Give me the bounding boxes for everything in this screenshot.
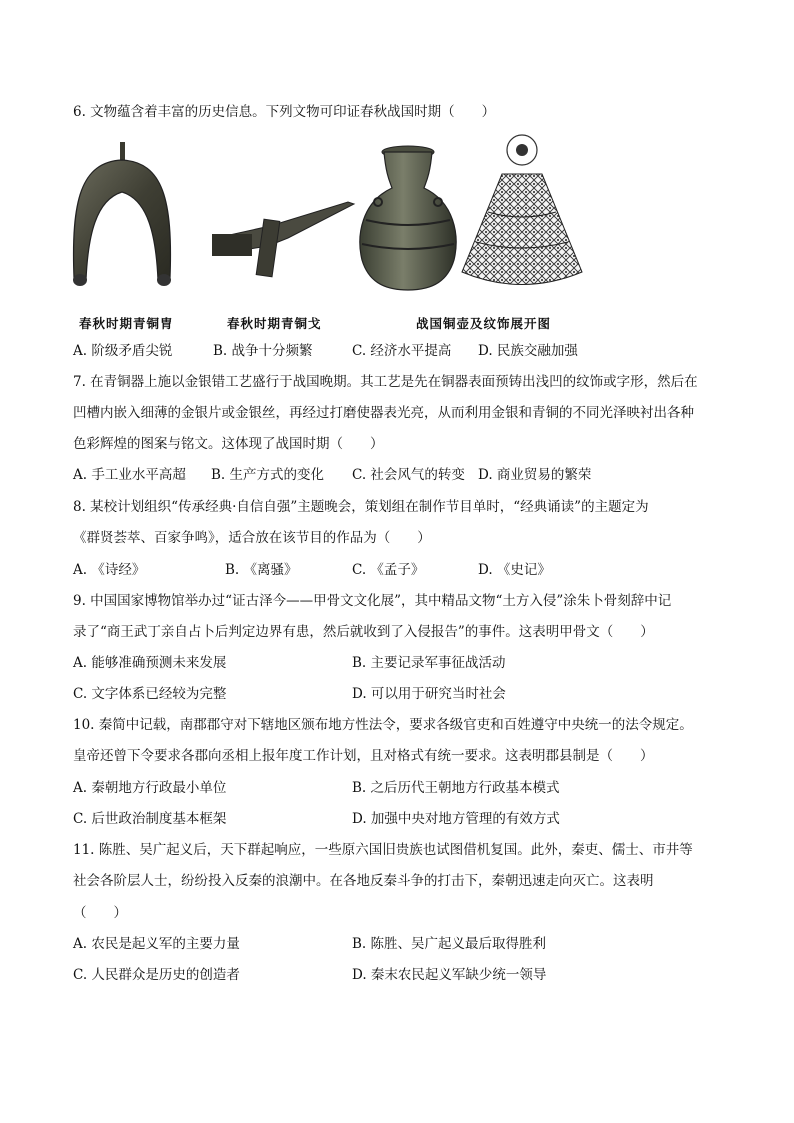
q11-option-d[interactable]: D. 秦末农民起义军缺少统一领导 <box>352 967 547 983</box>
bronze-pot-image <box>352 140 464 295</box>
q6-option-b[interactable]: B. 战争十分频繁 <box>213 343 313 359</box>
q8-option-b[interactable]: B. 《离骚》 <box>225 562 298 578</box>
q8-stem-line-2: 《群贤荟萃、百家争鸣》，适合放在该节目的作品为（ ） <box>73 530 431 546</box>
q7-option-a[interactable]: A. 手工业水平高超 <box>73 467 186 483</box>
bronze-helmet-image <box>66 140 178 290</box>
q9-option-d[interactable]: D. 可以用于研究当时社会 <box>352 686 506 702</box>
q9-option-c[interactable]: C. 文字体系已经较为完整 <box>73 686 227 702</box>
q10-option-d[interactable]: D. 加强中央对地方管理的有效方式 <box>352 811 560 827</box>
q10-option-c[interactable]: C. 后世政治制度基本框架 <box>73 811 227 827</box>
q8-option-c[interactable]: C. 《孟子》 <box>352 562 425 578</box>
q11-option-c[interactable]: C. 人民群众是历史的创造者 <box>73 967 240 983</box>
q7-stem-line-2: 凹槽内嵌入细薄的金银片或金银丝，再经过打磨使器表光亮，从而利用金银和青铜的不同光泽映衬出各种 <box>73 405 694 421</box>
q6-option-a[interactable]: A. 阶级矛盾尖锐 <box>73 343 173 359</box>
q6-option-d[interactable]: D. 民族交融加强 <box>478 343 578 359</box>
q7-option-b[interactable]: B. 生产方式的变化 <box>211 467 325 483</box>
q10-stem-line-2: 皇帝还曾下令要求各郡向丞相上报年度工作计划，且对格式有统一要求。这表明郡县制是（ ） <box>73 748 654 764</box>
caption-helmet: 春秋时期青铜胄 <box>79 316 174 331</box>
q9-stem-line-1: 9. 中国国家博物馆举办过“证古泽今——甲骨文文化展”，其中精品文物“土方入侵”涂朱卜骨刻辞中记 <box>73 593 672 609</box>
q9-option-b[interactable]: B. 主要记录军事征战活动 <box>352 655 506 671</box>
q10-option-b[interactable]: B. 之后历代王朝地方行政基本模式 <box>352 780 560 796</box>
q6-stem: 6. 文物蕴含着丰富的历史信息。下列文物可印证春秋战国时期（ ） <box>73 104 496 120</box>
q7-option-d[interactable]: D. 商业贸易的繁荣 <box>478 467 592 483</box>
q8-option-d[interactable]: D. 《史记》 <box>478 562 551 578</box>
q8-option-a[interactable]: A. 《诗经》 <box>73 562 146 578</box>
q6-option-c[interactable]: C. 经济水平提高 <box>352 343 452 359</box>
q7-stem-line-1: 7. 在青铜器上施以金银错工艺盛行于战国晚期。其工艺是先在铜器表面预铸出浅凹的纹饰或字形，然后在 <box>73 374 698 390</box>
q10-stem-line-1: 10. 秦简中记载，南郡郡守对下辖地区颁布地方性法令，要求各级官吏和百姓遵守中央统一的法令规定。 <box>73 717 693 733</box>
q11-option-a[interactable]: A. 农民是起义军的主要力量 <box>73 936 240 952</box>
q11-stem-line-2: 社会各阶层人士，纷纷投入反秦的浪潮中。在各地反秦斗争的打击下，秦朝迅速走向灭亡。这表明 <box>73 873 654 889</box>
q8-stem-line-1: 8. 某校计划组织“传承经典·自信自强”主题晚会，策划组在制作节目单时，“经典诵读”的主题定为 <box>73 499 649 515</box>
bronze-dagger-axe-image <box>208 190 358 280</box>
q7-stem-line-3: 色彩辉煌的图案与铭文。这体现了战国时期（ ） <box>73 436 384 452</box>
q9-stem-line-2: 录了“商王武丁亲自占卜后判定边界有患，然后就收到了入侵报告”的事件。这表明甲骨文（ ） <box>73 624 654 640</box>
pattern-unfolding-image <box>458 132 586 297</box>
q7-option-c[interactable]: C. 社会风气的转变 <box>352 467 465 483</box>
q11-option-b[interactable]: B. 陈胜、吴广起义最后取得胜利 <box>352 936 547 952</box>
caption-pot: 战国铜壶及纹饰展开图 <box>416 316 552 331</box>
q10-option-a[interactable]: A. 秦朝地方行政最小单位 <box>73 780 227 796</box>
q11-stem-line-3: （ ） <box>73 905 127 921</box>
q11-stem-line-1: 11. 陈胜、吴广起义后，天下群起响应，一些原六国旧贵族也试图借机复国。此外，秦吏、儒士、市井等 <box>73 842 693 858</box>
q9-option-a[interactable]: A. 能够准确预测未来发展 <box>73 655 227 671</box>
caption-dagger-axe: 春秋时期青铜戈 <box>227 316 322 331</box>
